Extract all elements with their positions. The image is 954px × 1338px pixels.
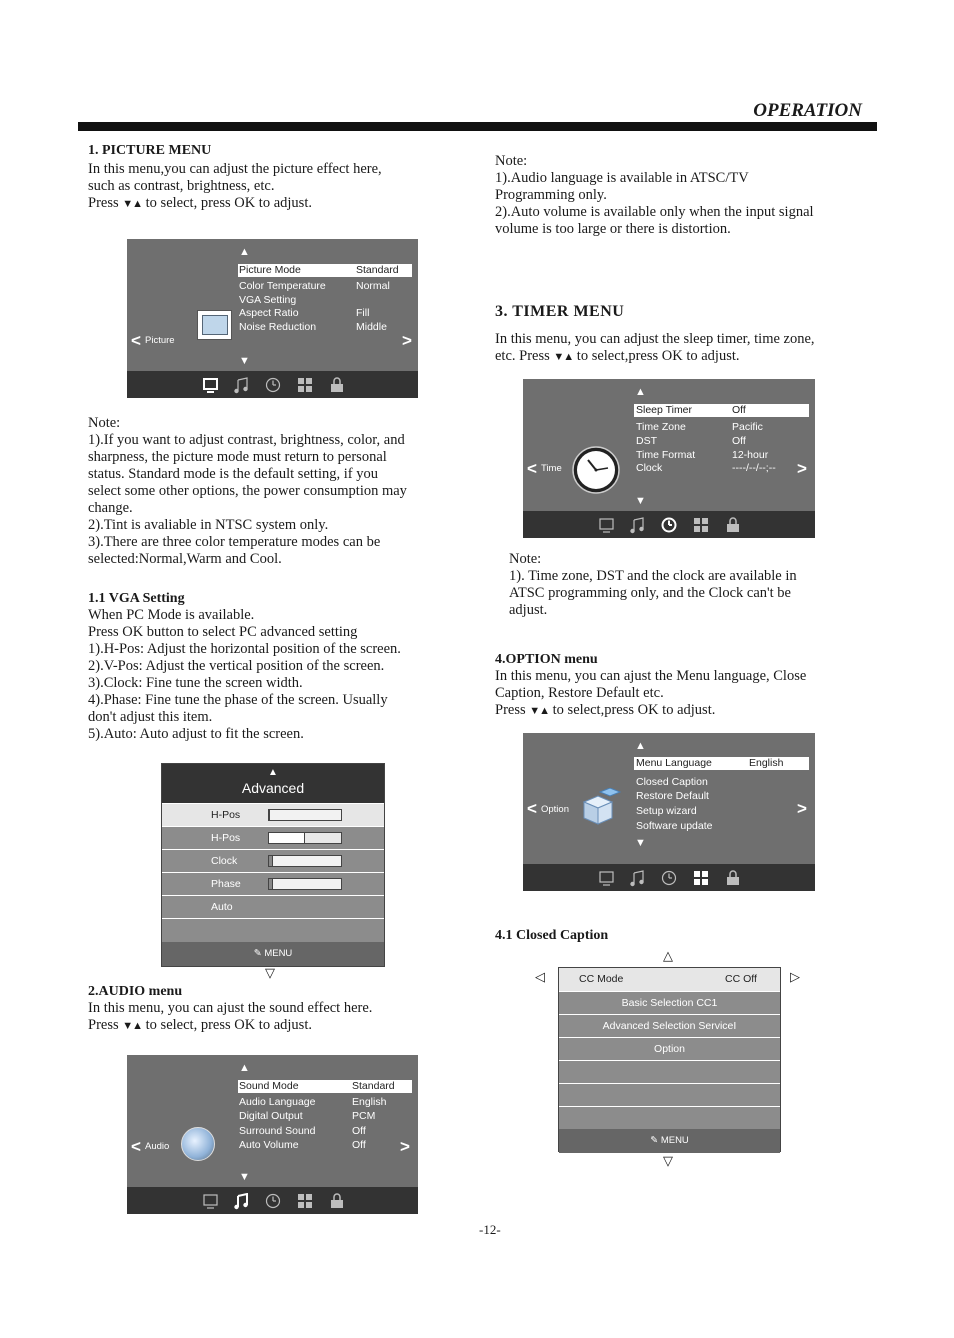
menu-row-label[interactable]: Time Format <box>636 449 696 461</box>
menu-icon-bar-icons <box>523 864 815 891</box>
level-slider[interactable] <box>268 832 342 844</box>
menu-category-label: Picture <box>145 335 175 346</box>
level-slider[interactable] <box>268 878 342 890</box>
note-line: Note: <box>495 153 528 169</box>
lock-tab-icon[interactable] <box>329 377 346 394</box>
audio-press-line: Press ▼▲ to select, press OK to adjust. <box>88 1017 312 1033</box>
advanced-menu-header <box>162 764 384 803</box>
cc-menu-item[interactable] <box>559 1106 780 1129</box>
down-arrow-icon: ▼ <box>239 355 250 367</box>
menu-row-label[interactable]: Picture Mode <box>239 264 301 276</box>
down-up-arrows-icon: ▼▲ <box>122 1020 143 1032</box>
note-line: sharpness, the picture mode must return to personal <box>88 449 387 465</box>
option-intro: In this menu, you can ajust the Menu language, Close <box>495 668 807 684</box>
vga-section <box>88 590 401 743</box>
menu-row-value: 12-hour <box>732 449 769 461</box>
audio-section <box>88 983 372 1035</box>
menu-row-label[interactable]: Menu Language <box>636 757 712 769</box>
left-arrow-icon[interactable]: < <box>131 1137 141 1156</box>
audio-tab-icon[interactable] <box>233 1193 250 1210</box>
menu-row-label[interactable]: Time Zone <box>636 421 686 433</box>
menu-row-value: Standard <box>352 1080 395 1092</box>
menu-row-label[interactable]: Sound Mode <box>239 1080 299 1092</box>
menu-row-value: Standard <box>356 264 399 276</box>
cc-menu <box>558 967 781 1152</box>
note-line: selected:Normal,Warm and Cool. <box>88 551 282 567</box>
advanced-menu-item[interactable] <box>162 849 384 872</box>
menu-row-label[interactable]: Aspect Ratio <box>239 307 299 319</box>
option-heading: 4.OPTION menu <box>495 652 598 667</box>
picture-tab-icon[interactable] <box>202 377 219 394</box>
picture-heading: 1. PICTURE MENU <box>88 143 212 158</box>
timer-tab-icon[interactable] <box>661 870 678 887</box>
menu-row-label[interactable]: Surround Sound <box>239 1125 316 1137</box>
vga-line: 5).Auto: Auto adjust to fit the screen. <box>88 726 304 742</box>
note-line: 1).Audio language is available in ATSC/TV <box>495 170 749 186</box>
audio-tab-icon[interactable] <box>233 377 250 394</box>
timer-tab-icon[interactable] <box>265 377 282 394</box>
down-arrow-icon: ▼ <box>635 837 646 849</box>
page-number: -12- <box>479 1222 501 1237</box>
menu-row-value: Pacific <box>732 421 763 433</box>
picture-section <box>88 142 382 213</box>
down-up-arrows-icon: ▼▲ <box>122 198 143 210</box>
cc-menu-item[interactable] <box>559 1037 780 1060</box>
menu-row-value: Normal <box>356 280 390 292</box>
cc-menu-item[interactable] <box>559 991 780 1014</box>
audio-heading: 2.AUDIO menu <box>88 984 183 999</box>
timer-menu-screen <box>523 379 815 538</box>
menu-row-label[interactable]: Digital Output <box>239 1110 303 1122</box>
cc-menu-item[interactable] <box>559 1060 780 1083</box>
down-arrow-icon: ▼ <box>239 1171 250 1183</box>
note-line: adjust. <box>509 602 548 618</box>
left-arrow-outline-icon[interactable]: ◁ <box>535 970 545 985</box>
advanced-menu-item[interactable] <box>162 826 384 849</box>
lock-tab-icon[interactable] <box>725 870 742 887</box>
vga-line: 3).Clock: Fine tune the screen width. <box>88 675 303 691</box>
picture-icon <box>197 310 232 340</box>
menu-row-label[interactable]: Setup wizard <box>636 805 697 817</box>
menu-row-value: Fill <box>356 307 370 319</box>
vga-line: 2).V-Pos: Adjust the vertical position of the screen. <box>88 658 385 674</box>
up-arrow-icon: ▲ <box>268 767 278 778</box>
down-up-arrows-icon: ▼▲ <box>529 705 550 717</box>
vga-line: 4).Phase: Fine tune the phase of the screen. Usually <box>88 692 388 708</box>
picture-menu-screen <box>127 239 418 398</box>
up-arrow-icon: ▲ <box>239 246 250 258</box>
lock-tab-icon[interactable] <box>329 1193 346 1210</box>
advanced-item-label: Auto <box>211 901 233 913</box>
menu-row-value: PCM <box>352 1110 376 1122</box>
audio-notes <box>495 153 814 238</box>
timer-tab-icon[interactable] <box>661 517 678 534</box>
vga-heading: 1.1 VGA Setting <box>88 591 185 606</box>
left-arrow-icon[interactable]: < <box>131 331 141 350</box>
menu-row-value: Off <box>732 435 746 447</box>
menu-icon-bar-icons <box>127 371 418 398</box>
option-press-line: Press ▼▲ to select,press OK to adjust. <box>495 702 716 718</box>
picture-intro-2: such as contrast, brightness, etc. <box>88 178 275 194</box>
option-section <box>495 651 806 720</box>
menu-row-label[interactable]: Clock <box>636 462 663 474</box>
note-line: 2).Tint is avaliable in NTSC system only. <box>88 517 329 533</box>
advanced-item-label: H-Pos <box>211 809 241 821</box>
timer-notes <box>509 551 797 619</box>
menu-row-label[interactable]: Noise Reduction <box>239 321 317 333</box>
down-arrow-outline-icon[interactable]: ▽ <box>265 966 275 981</box>
vga-line: 1).H-Pos: Adjust the horizontal position of the screen. <box>88 641 401 657</box>
page-header-title: OPERATION <box>753 100 862 121</box>
cc-item-label: Advanced Selection ServiceI <box>602 1020 737 1032</box>
menu-row-value: Off <box>732 404 746 416</box>
advanced-menu-title: Advanced <box>241 780 305 796</box>
up-arrow-outline-icon[interactable]: △ <box>663 949 673 964</box>
vga-line: don't adjust this item. <box>88 709 213 725</box>
menu-category-label: Option <box>541 804 569 815</box>
advanced-item-label: H-Pos <box>211 832 241 844</box>
vga-line: When PC Mode is available. <box>88 607 255 623</box>
note-line: Programming only. <box>495 187 607 203</box>
advanced-menu <box>161 763 385 967</box>
timer-section <box>495 303 815 366</box>
remote-hand-icon: ✎ <box>650 1135 659 1146</box>
option-tab-icon[interactable] <box>693 870 710 887</box>
level-slider[interactable] <box>268 809 342 821</box>
picture-intro-1: In this menu,you can adjust the picture effect here, <box>88 161 382 177</box>
up-arrow-icon: ▲ <box>239 1062 250 1074</box>
left-arrow-icon[interactable]: < <box>527 459 537 478</box>
note-line: 3).There are three color temperature modes can be <box>88 534 381 550</box>
cc-item-label: Basic Selection CC1 <box>621 997 718 1009</box>
menu-icon-bar-icons <box>523 511 815 538</box>
menu-row-value: Off <box>352 1139 366 1151</box>
remote-hand-icon: ✎ <box>253 948 262 959</box>
note-line: change. <box>88 500 133 516</box>
menu-category-label: Audio <box>145 1141 170 1152</box>
down-arrow-icon: ▼ <box>635 495 646 507</box>
note-line: 2).Auto volume is available only when the input signal <box>495 204 814 220</box>
menu-footer[interactable]: ✎ MENU <box>162 942 384 966</box>
picture-tab-icon[interactable] <box>598 517 615 534</box>
down-up-arrows-icon: ▼▲ <box>553 351 574 363</box>
option-menu-screen <box>523 733 815 891</box>
menu-row-value: Middle <box>356 321 387 333</box>
note-line: select some other options, the power consumption may <box>88 483 407 499</box>
audio-tab-icon[interactable] <box>629 517 646 534</box>
menu-category-label: Time <box>541 463 562 474</box>
vga-line: Press OK button to select PC advanced setting <box>88 624 358 640</box>
menu-row-value: ----/--/--;-- <box>732 462 776 474</box>
timer-intro: In this menu, you can adjust the sleep timer, time zone, <box>495 331 815 347</box>
menu-footer[interactable]: ✎ MENU <box>559 1129 780 1153</box>
timer-tab-icon[interactable] <box>265 1193 282 1210</box>
lock-tab-icon[interactable] <box>725 517 742 534</box>
note-line: 1).If you want to adjust contrast, brightness, color, and <box>88 432 405 448</box>
timer-heading: 3. TIMER MENU <box>495 303 625 320</box>
picture-tab-icon[interactable] <box>598 870 615 887</box>
advanced-menu-item[interactable] <box>162 918 384 941</box>
clock-icon <box>571 445 621 495</box>
audio-menu-screen <box>127 1055 418 1214</box>
level-slider[interactable] <box>268 855 342 867</box>
cc-menu-item[interactable] <box>559 1014 780 1037</box>
cc-menu-item[interactable] <box>559 1083 780 1106</box>
menu-row-label[interactable]: VGA Setting <box>239 294 297 306</box>
menu-row-label[interactable]: Auto Volume <box>239 1139 299 1151</box>
picture-press-line: Press ▼▲ to select, press OK to adjust. <box>88 195 312 211</box>
option-cubes-icon <box>578 788 622 828</box>
advanced-menu-item[interactable] <box>162 803 384 826</box>
right-arrow-icon[interactable]: > <box>797 459 807 478</box>
option-tab-icon[interactable] <box>297 1193 314 1210</box>
timer-press-line: etc. Press ▼▲ to select,press OK to adjust. <box>495 348 740 364</box>
left-arrow-icon[interactable]: < <box>527 799 537 818</box>
advanced-menu-item[interactable] <box>162 872 384 895</box>
menu-row-label[interactable]: Sleep Timer <box>636 404 693 416</box>
menu-row-label[interactable]: Restore Default <box>636 790 709 802</box>
advanced-menu-item[interactable] <box>162 895 384 918</box>
audio-intro: In this menu, you can ajust the sound effect here. <box>88 1000 373 1016</box>
note-line: status. Standard mode is the default setting, if you <box>88 466 378 482</box>
right-arrow-icon[interactable]: > <box>402 331 412 350</box>
menu-row-label[interactable]: Software update <box>636 820 713 832</box>
cc-item-label: Option <box>654 1043 685 1055</box>
note-line: ATSC programming only, and the Clock can't be <box>509 585 791 601</box>
menu-row-label[interactable]: DST <box>636 435 657 447</box>
option-tab-icon[interactable] <box>693 517 710 534</box>
up-arrow-icon: ▲ <box>635 740 646 752</box>
option-intro: Caption, Restore Default etc. <box>495 685 664 701</box>
menu-row-value: Off <box>352 1125 366 1137</box>
menu-row-value: English <box>749 757 784 769</box>
cc-mode-row[interactable]: CC Mode CC Off <box>559 968 780 991</box>
menu-icon-bar-icons <box>127 1187 418 1214</box>
cc-heading: 4.1 Closed Caption <box>495 928 609 943</box>
advanced-item-label: Clock <box>211 855 238 867</box>
down-arrow-outline-icon[interactable]: ▽ <box>663 1154 673 1169</box>
note-line: volume is too large or there is distortion. <box>495 221 731 237</box>
header-rule <box>78 122 877 131</box>
menu-row-value: English <box>352 1096 387 1108</box>
note-line: Note: <box>88 415 121 431</box>
right-arrow-outline-icon[interactable]: ▷ <box>790 970 800 985</box>
advanced-item-label: Phase <box>211 878 241 890</box>
menu-row-label[interactable]: Closed Caption <box>636 776 708 788</box>
option-tab-icon[interactable] <box>297 377 314 394</box>
note-line: 1). Time zone, DST and the clock are available in <box>509 568 797 584</box>
picture-notes <box>88 415 407 568</box>
up-arrow-icon: ▲ <box>635 386 646 398</box>
audio-tab-icon[interactable] <box>629 870 646 887</box>
picture-tab-icon[interactable] <box>202 1193 219 1210</box>
cc-section <box>495 927 608 944</box>
menu-row-label[interactable]: Color Temperature <box>239 280 326 292</box>
audio-speaker-icon <box>181 1127 215 1161</box>
right-arrow-icon[interactable]: > <box>400 1137 410 1156</box>
right-arrow-icon[interactable]: > <box>797 799 807 818</box>
menu-row-label[interactable]: Audio Language <box>239 1096 316 1108</box>
note-line: Note: <box>509 551 542 567</box>
